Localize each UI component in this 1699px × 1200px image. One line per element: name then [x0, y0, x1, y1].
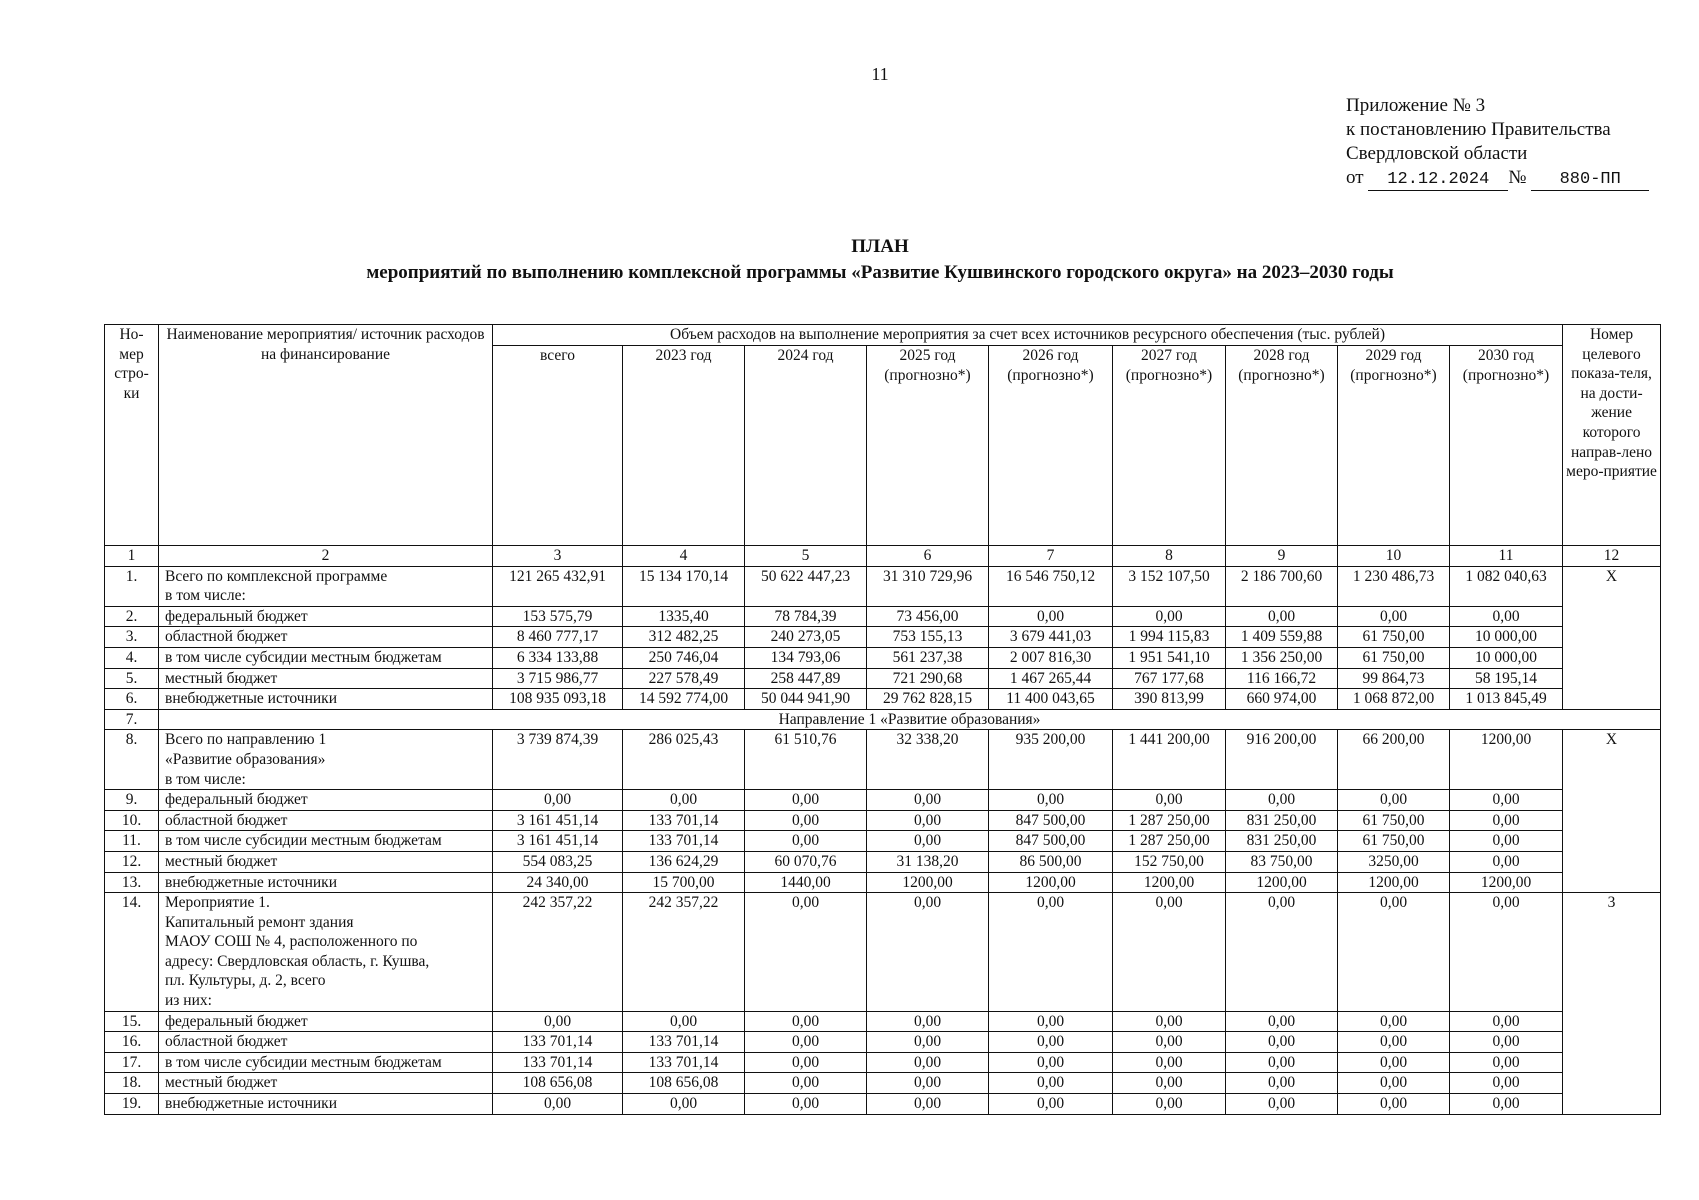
- amount-cell: 61 510,76: [745, 730, 867, 790]
- amount-cell: 16 546 750,12: [989, 566, 1113, 606]
- header-2030: 2030 год (прогнозно*): [1450, 346, 1563, 546]
- row-name: федеральный бюджет: [159, 606, 493, 627]
- amount-cell: 0,00: [1450, 606, 1563, 627]
- appendix-line-1: Приложение № 3: [1346, 95, 1486, 116]
- amount-cell: 0,00: [867, 893, 989, 1012]
- amount-cell: 0,00: [1450, 1073, 1563, 1094]
- row-number: 16.: [105, 1032, 159, 1053]
- amount-cell: 561 237,38: [867, 647, 989, 668]
- row-number: 9.: [105, 790, 159, 811]
- row-number: 6.: [105, 689, 159, 710]
- amount-cell: 0,00: [867, 1094, 989, 1115]
- amount-cell: 0,00: [1450, 790, 1563, 811]
- header-2026: 2026 год (прогнозно*): [989, 346, 1113, 546]
- table-row: [105, 709, 1661, 730]
- row-number: 5.: [105, 668, 159, 689]
- amount-cell: 0,00: [1450, 831, 1563, 852]
- amount-cell: 58 195,14: [1450, 668, 1563, 689]
- row-name: федеральный бюджет: [159, 790, 493, 811]
- amount-cell: 0,00: [1450, 893, 1563, 1012]
- amount-cell: 660 974,00: [1226, 689, 1338, 710]
- row-name: областной бюджет: [159, 627, 493, 648]
- amount-cell: 61 750,00: [1338, 627, 1450, 648]
- appendix-block: [1346, 94, 1649, 191]
- amount-cell: 227 578,49: [623, 668, 745, 689]
- column-number: 1: [105, 546, 159, 567]
- amount-cell: 0,00: [493, 790, 623, 811]
- amount-cell: 0,00: [1338, 606, 1450, 627]
- table-row: [105, 790, 1661, 811]
- amount-cell: 152 750,00: [1113, 851, 1226, 872]
- amount-cell: 8 460 777,17: [493, 627, 623, 648]
- row-name: Всего по направлению 1 «Развитие образования» в том числе:: [159, 730, 493, 790]
- amount-cell: 1 441 200,00: [1113, 730, 1226, 790]
- amount-cell: 0,00: [1226, 790, 1338, 811]
- amount-cell: 0,00: [1113, 1073, 1226, 1094]
- amount-cell: 1 287 250,00: [1113, 831, 1226, 852]
- amount-cell: 0,00: [745, 1052, 867, 1073]
- table-row: [105, 851, 1661, 872]
- amount-cell: 1440,00: [745, 872, 867, 893]
- column-number: 2: [159, 546, 493, 567]
- amount-cell: 0,00: [1338, 1094, 1450, 1115]
- amount-cell: 312 482,25: [623, 627, 745, 648]
- amount-cell: 116 166,72: [1226, 668, 1338, 689]
- header-name: Наименование мероприятия/ источник расходов на финансирование: [159, 325, 493, 546]
- row-name: в том числе субсидии местным бюджетам: [159, 831, 493, 852]
- amount-cell: 0,00: [493, 1011, 623, 1032]
- target-indicator: 3: [1563, 893, 1661, 1115]
- amount-cell: 134 793,06: [745, 647, 867, 668]
- amount-cell: 1200,00: [867, 872, 989, 893]
- amount-cell: 0,00: [1338, 790, 1450, 811]
- row-name: внебюджетные источники: [159, 689, 493, 710]
- amount-cell: 0,00: [989, 1073, 1113, 1094]
- amount-cell: 1 068 872,00: [1338, 689, 1450, 710]
- amount-cell: 99 864,73: [1338, 668, 1450, 689]
- amount-cell: 0,00: [1226, 606, 1338, 627]
- amount-cell: 0,00: [1450, 1011, 1563, 1032]
- amount-cell: 133 701,14: [623, 831, 745, 852]
- amount-cell: 31 138,20: [867, 851, 989, 872]
- amount-cell: 0,00: [1113, 893, 1226, 1012]
- amount-cell: 0,00: [989, 1052, 1113, 1073]
- amount-cell: 0,00: [989, 1032, 1113, 1053]
- amount-cell: 0,00: [1113, 1011, 1226, 1032]
- row-number: 2.: [105, 606, 159, 627]
- amount-cell: 0,00: [1226, 1073, 1338, 1094]
- amount-cell: 6 334 133,88: [493, 647, 623, 668]
- amount-cell: 0,00: [989, 606, 1113, 627]
- amount-cell: 14 592 774,00: [623, 689, 745, 710]
- amount-cell: 0,00: [1113, 790, 1226, 811]
- row-number: 8.: [105, 730, 159, 790]
- amount-cell: 0,00: [867, 831, 989, 852]
- title-line-2: мероприятий по выполнению комплексной программы «Развитие Кушвинского городского округа» на 2023–2030 годы: [366, 262, 1394, 283]
- amount-cell: 1200,00: [989, 872, 1113, 893]
- amount-cell: 108 935 093,18: [493, 689, 623, 710]
- row-name: в том числе субсидии местным бюджетам: [159, 1052, 493, 1073]
- row-name: внебюджетные источники: [159, 1094, 493, 1115]
- document-title: [0, 234, 1699, 286]
- amount-cell: 3 739 874,39: [493, 730, 623, 790]
- amount-cell: 0,00: [745, 1094, 867, 1115]
- amount-cell: 3 679 441,03: [989, 627, 1113, 648]
- amount-cell: 0,00: [745, 893, 867, 1012]
- amount-cell: 390 813,99: [1113, 689, 1226, 710]
- table-row: [105, 689, 1661, 710]
- amount-cell: 847 500,00: [989, 831, 1113, 852]
- amount-cell: 136 624,29: [623, 851, 745, 872]
- amount-cell: 0,00: [1450, 1052, 1563, 1073]
- table-row: [105, 831, 1661, 852]
- amount-cell: 0,00: [1113, 1032, 1226, 1053]
- amount-cell: 258 447,89: [745, 668, 867, 689]
- row-number: 11.: [105, 831, 159, 852]
- table-row: [105, 1073, 1661, 1094]
- amount-cell: 24 340,00: [493, 872, 623, 893]
- row-number: 1.: [105, 566, 159, 606]
- amount-cell: 1335,40: [623, 606, 745, 627]
- target-indicator: Х: [1563, 730, 1661, 893]
- row-number: 12.: [105, 851, 159, 872]
- amount-cell: 50 044 941,90: [745, 689, 867, 710]
- column-number: 11: [1450, 546, 1563, 567]
- amount-cell: 0,00: [1338, 1073, 1450, 1094]
- amount-cell: 554 083,25: [493, 851, 623, 872]
- amount-cell: 0,00: [745, 790, 867, 811]
- appendix-line-3: Свердловской области: [1346, 143, 1528, 164]
- plan-table-body: [105, 566, 1661, 1114]
- amount-cell: 1 951 541,10: [1113, 647, 1226, 668]
- section-title: Направление 1 «Развитие образования»: [159, 709, 1661, 730]
- amount-cell: 0,00: [745, 1032, 867, 1053]
- row-name: местный бюджет: [159, 851, 493, 872]
- decree-number: 880-ПП: [1531, 170, 1649, 191]
- column-number: 3: [493, 546, 623, 567]
- amount-cell: 78 784,39: [745, 606, 867, 627]
- table-row: [105, 872, 1661, 893]
- row-name: областной бюджет: [159, 810, 493, 831]
- amount-cell: 0,00: [623, 1011, 745, 1032]
- amount-cell: 0,00: [1113, 606, 1226, 627]
- amount-cell: 1 467 265,44: [989, 668, 1113, 689]
- table-row: [105, 1052, 1661, 1073]
- amount-cell: 2 007 816,30: [989, 647, 1113, 668]
- table-row: [105, 730, 1661, 790]
- amount-cell: 31 310 729,96: [867, 566, 989, 606]
- amount-cell: 0,00: [745, 1011, 867, 1032]
- header-target: Номер целевого показа-теля, на дости-жение которого направ-лено меро-приятие: [1563, 325, 1661, 546]
- amount-cell: 3 152 107,50: [1113, 566, 1226, 606]
- amount-cell: 1 082 040,63: [1450, 566, 1563, 606]
- amount-cell: 916 200,00: [1226, 730, 1338, 790]
- column-number: 10: [1338, 546, 1450, 567]
- amount-cell: 1 994 115,83: [1113, 627, 1226, 648]
- amount-cell: 0,00: [1226, 1094, 1338, 1115]
- title-line-1: ПЛАН: [851, 236, 909, 257]
- row-number: 19.: [105, 1094, 159, 1115]
- amount-cell: 0,00: [867, 1011, 989, 1032]
- amount-cell: 0,00: [745, 810, 867, 831]
- amount-cell: 121 265 432,91: [493, 566, 623, 606]
- amount-cell: 721 290,68: [867, 668, 989, 689]
- amount-cell: 133 701,14: [623, 810, 745, 831]
- plan-table: [104, 324, 1661, 1115]
- number-label: №: [1508, 167, 1527, 188]
- header-volume: Объем расходов на выполнение мероприятия за счет всех источников ресурсного обеспечения (тыс. рублей): [493, 325, 1563, 346]
- table-row: [105, 566, 1661, 606]
- amount-cell: 15 700,00: [623, 872, 745, 893]
- amount-cell: 0,00: [1113, 1094, 1226, 1115]
- row-name: федеральный бюджет: [159, 1011, 493, 1032]
- amount-cell: 15 134 170,14: [623, 566, 745, 606]
- amount-cell: 0,00: [867, 1073, 989, 1094]
- amount-cell: 32 338,20: [867, 730, 989, 790]
- row-number: 7.: [105, 709, 159, 730]
- column-number: 12: [1563, 546, 1661, 567]
- row-name: Всего по комплексной программе в том числе:: [159, 566, 493, 606]
- column-number: 7: [989, 546, 1113, 567]
- amount-cell: 250 746,04: [623, 647, 745, 668]
- row-number: 3.: [105, 627, 159, 648]
- amount-cell: 2 186 700,60: [1226, 566, 1338, 606]
- amount-cell: 935 200,00: [989, 730, 1113, 790]
- amount-cell: 83 750,00: [1226, 851, 1338, 872]
- amount-cell: 10 000,00: [1450, 647, 1563, 668]
- amount-cell: 1200,00: [1450, 730, 1563, 790]
- decree-date: 12.12.2024: [1368, 170, 1508, 191]
- amount-cell: 1 409 559,88: [1226, 627, 1338, 648]
- amount-cell: 242 357,22: [623, 893, 745, 1012]
- amount-cell: 0,00: [867, 810, 989, 831]
- row-name: местный бюджет: [159, 668, 493, 689]
- amount-cell: 831 250,00: [1226, 831, 1338, 852]
- amount-cell: 1200,00: [1113, 872, 1226, 893]
- amount-cell: 11 400 043,65: [989, 689, 1113, 710]
- amount-cell: 0,00: [1226, 1052, 1338, 1073]
- table-row: [105, 1011, 1661, 1032]
- amount-cell: 286 025,43: [623, 730, 745, 790]
- header-2025: 2025 год (прогнозно*): [867, 346, 989, 546]
- amount-cell: 0,00: [867, 1052, 989, 1073]
- amount-cell: 0,00: [623, 790, 745, 811]
- amount-cell: 240 273,05: [745, 627, 867, 648]
- row-name: Мероприятие 1. Капитальный ремонт здания МАОУ СОШ № 4, расположенного по адресу: Свердловская область, г. Кушва, пл. Культуры, д. 2, всего из них:: [159, 893, 493, 1012]
- row-number: 17.: [105, 1052, 159, 1073]
- row-number: 15.: [105, 1011, 159, 1032]
- row-number: 13.: [105, 872, 159, 893]
- amount-cell: 86 500,00: [989, 851, 1113, 872]
- amount-cell: 153 575,79: [493, 606, 623, 627]
- column-number: 5: [745, 546, 867, 567]
- amount-cell: 0,00: [1338, 1032, 1450, 1053]
- amount-cell: 0,00: [623, 1094, 745, 1115]
- amount-cell: 66 200,00: [1338, 730, 1450, 790]
- page-number: 11: [871, 64, 889, 84]
- amount-cell: 0,00: [493, 1094, 623, 1115]
- header-total: всего: [493, 346, 623, 546]
- amount-cell: 133 701,14: [493, 1052, 623, 1073]
- table-row: [105, 1094, 1661, 1115]
- amount-cell: 10 000,00: [1450, 627, 1563, 648]
- amount-cell: 108 656,08: [493, 1073, 623, 1094]
- amount-cell: 0,00: [1226, 1011, 1338, 1032]
- amount-cell: 1200,00: [1226, 872, 1338, 893]
- amount-cell: 0,00: [1450, 810, 1563, 831]
- table-row: [105, 893, 1661, 1012]
- amount-cell: 0,00: [989, 1011, 1113, 1032]
- amount-cell: 0,00: [989, 893, 1113, 1012]
- header-2023: 2023 год: [623, 346, 745, 546]
- amount-cell: 61 750,00: [1338, 647, 1450, 668]
- column-numbers-row: [105, 546, 1661, 567]
- table-row: [105, 627, 1661, 648]
- header-2029: 2029 год (прогнозно*): [1338, 346, 1450, 546]
- from-label: от: [1346, 167, 1364, 188]
- amount-cell: 133 701,14: [493, 1032, 623, 1053]
- amount-cell: 1 013 845,49: [1450, 689, 1563, 710]
- column-number: 6: [867, 546, 989, 567]
- row-number: 10.: [105, 810, 159, 831]
- amount-cell: 3250,00: [1338, 851, 1450, 872]
- table-row: [105, 647, 1661, 668]
- row-name: в том числе субсидии местным бюджетам: [159, 647, 493, 668]
- amount-cell: 0,00: [1450, 851, 1563, 872]
- appendix-line-2: к постановлению Правительства: [1346, 119, 1611, 140]
- amount-cell: 3 161 451,14: [493, 831, 623, 852]
- amount-cell: 1 356 250,00: [1226, 647, 1338, 668]
- target-indicator: Х: [1563, 566, 1661, 709]
- amount-cell: 1200,00: [1450, 872, 1563, 893]
- amount-cell: 61 750,00: [1338, 810, 1450, 831]
- table-row: [105, 1032, 1661, 1053]
- amount-cell: 0,00: [867, 1032, 989, 1053]
- row-name: областной бюджет: [159, 1032, 493, 1053]
- amount-cell: 133 701,14: [623, 1032, 745, 1053]
- row-name: внебюджетные источники: [159, 872, 493, 893]
- header-row-no: Но-мер стро-ки: [105, 325, 159, 546]
- amount-cell: 0,00: [989, 1094, 1113, 1115]
- amount-cell: 1200,00: [1338, 872, 1450, 893]
- amount-cell: 0,00: [1113, 1052, 1226, 1073]
- amount-cell: 0,00: [1338, 1011, 1450, 1032]
- table-row: [105, 668, 1661, 689]
- amount-cell: 847 500,00: [989, 810, 1113, 831]
- amount-cell: 0,00: [867, 790, 989, 811]
- column-number: 4: [623, 546, 745, 567]
- amount-cell: 0,00: [989, 790, 1113, 811]
- amount-cell: 0,00: [1338, 1052, 1450, 1073]
- column-number: 9: [1226, 546, 1338, 567]
- table-row: [105, 810, 1661, 831]
- amount-cell: 133 701,14: [623, 1052, 745, 1073]
- header-2028: 2028 год (прогнозно*): [1226, 346, 1338, 546]
- amount-cell: 0,00: [1450, 1032, 1563, 1053]
- amount-cell: 242 357,22: [493, 893, 623, 1012]
- row-name: местный бюджет: [159, 1073, 493, 1094]
- amount-cell: 0,00: [1450, 1094, 1563, 1115]
- table-row: [105, 606, 1661, 627]
- amount-cell: 767 177,68: [1113, 668, 1226, 689]
- amount-cell: 60 070,76: [745, 851, 867, 872]
- amount-cell: 29 762 828,15: [867, 689, 989, 710]
- amount-cell: 61 750,00: [1338, 831, 1450, 852]
- amount-cell: 108 656,08: [623, 1073, 745, 1094]
- amount-cell: 0,00: [1226, 1032, 1338, 1053]
- appendix-date-line: [1346, 166, 1649, 191]
- amount-cell: 0,00: [745, 1073, 867, 1094]
- amount-cell: 0,00: [1338, 893, 1450, 1012]
- amount-cell: 1 230 486,73: [1338, 566, 1450, 606]
- column-number: 8: [1113, 546, 1226, 567]
- amount-cell: 3 161 451,14: [493, 810, 623, 831]
- amount-cell: 50 622 447,23: [745, 566, 867, 606]
- header-2027: 2027 год (прогнозно*): [1113, 346, 1226, 546]
- amount-cell: 831 250,00: [1226, 810, 1338, 831]
- amount-cell: 1 287 250,00: [1113, 810, 1226, 831]
- row-number: 4.: [105, 647, 159, 668]
- row-number: 18.: [105, 1073, 159, 1094]
- amount-cell: 0,00: [1226, 893, 1338, 1012]
- amount-cell: 3 715 986,77: [493, 668, 623, 689]
- amount-cell: 0,00: [745, 831, 867, 852]
- amount-cell: 73 456,00: [867, 606, 989, 627]
- row-number: 14.: [105, 893, 159, 1012]
- header-2024: 2024 год: [745, 346, 867, 546]
- amount-cell: 753 155,13: [867, 627, 989, 648]
